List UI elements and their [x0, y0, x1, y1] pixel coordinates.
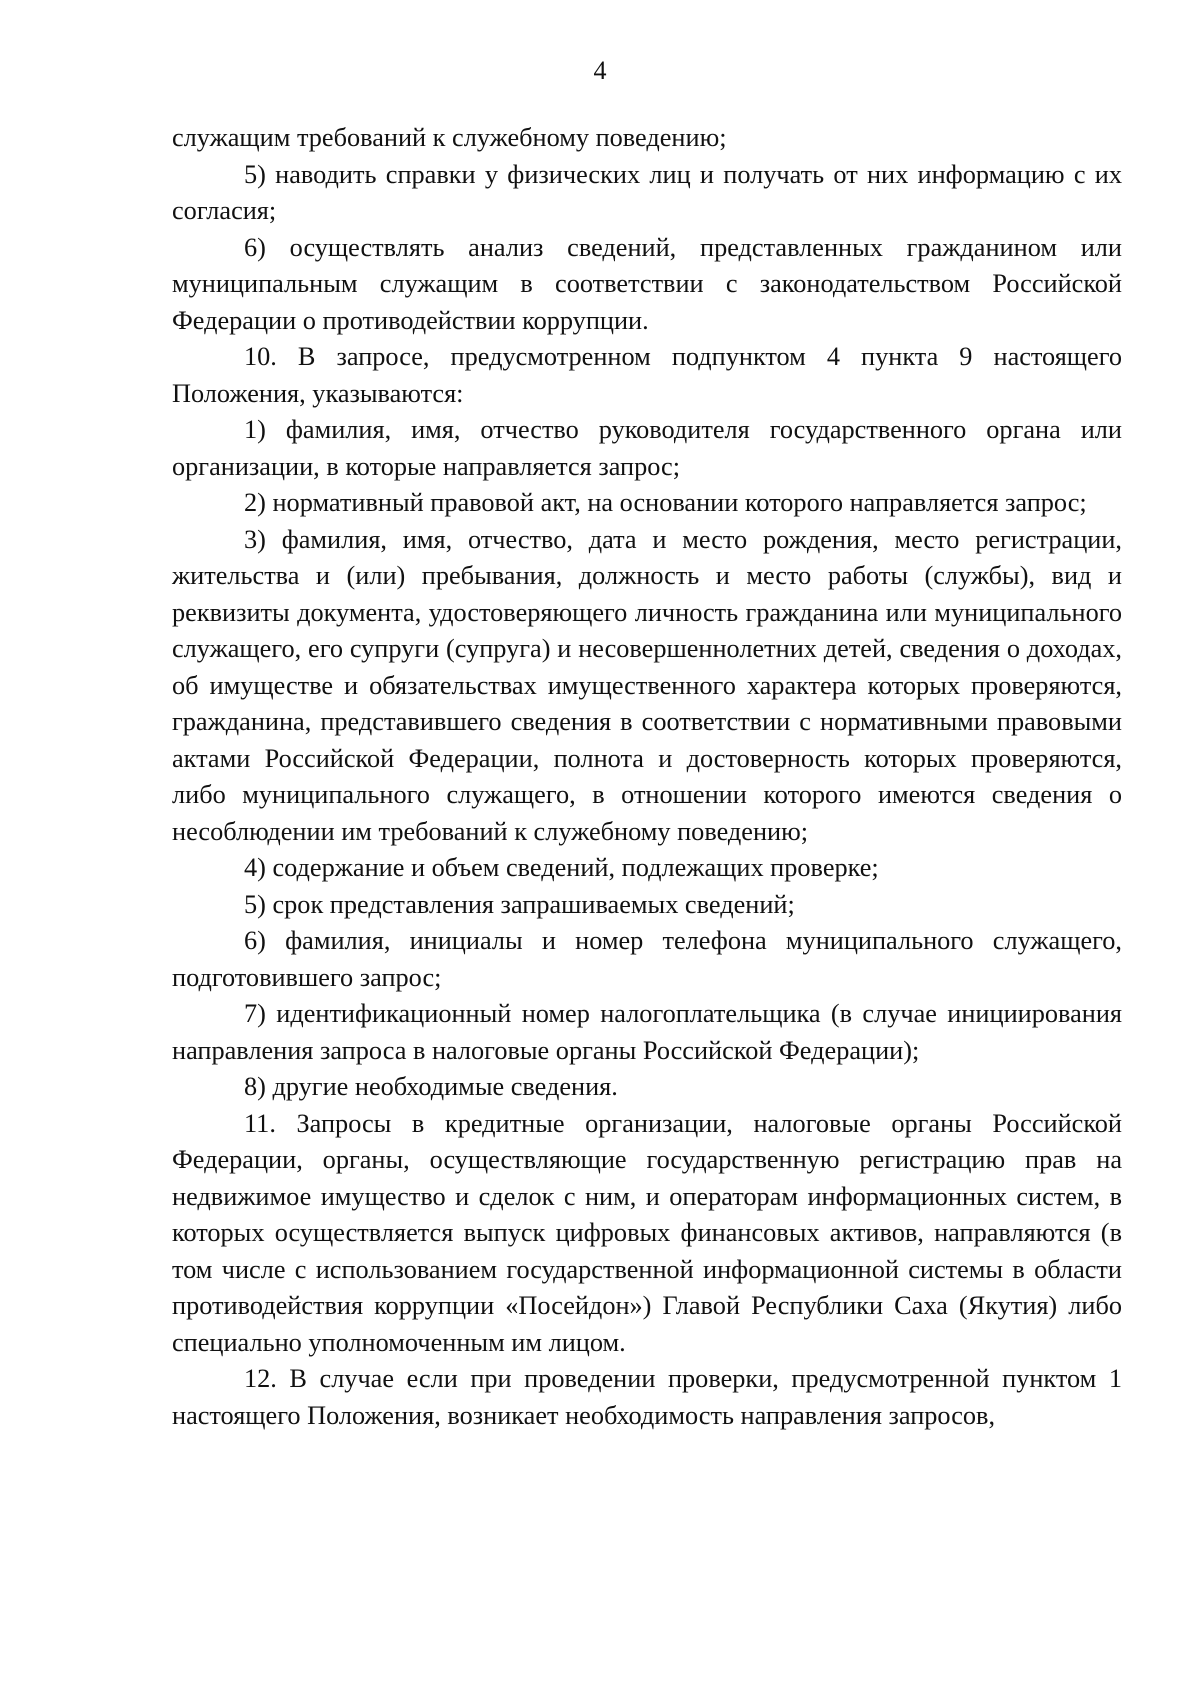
paragraph-clause-10-item-3: 3) фамилия, имя, отчество, дата и место рождения, место регистрации, жительства и (или) пребывания, должность и место работы (службы), вид и реквизиты документа, удостоверяющего личность гражданина или муниципального служащего, его супруги (супруга) и несовершеннолетних детей, сведения о доходах, об имуществе и обязательствах имущественного характера которых проверяются, гражданина, представившего сведения в соответствии с нормативными правовыми актами Российской Федерации, полнота и достоверность которых проверяются, либо муниципального служащего, в отношении которого имеются сведения о несоблюдении им требований к служебному поведению;: [172, 524, 1122, 846]
page-number: 4: [593, 56, 607, 85]
paragraph-clause-10-item-6: 6) фамилия, инициалы и номер телефона муниципального служащего, подготовившего запрос;: [172, 926, 1122, 992]
paragraph-clause-10-item-2: 2) нормативный правовой акт, на основании которого направляется запрос;: [244, 488, 1087, 517]
paragraph-clause-10: 10. В запросе, предусмотренном подпунктом 4 пункта 9 настоящего Положения, указываются:: [172, 342, 1122, 408]
paragraph-subitem-6: 6) осуществлять анализ сведений, представленных гражданином или муниципальным служащим в соответствии с законодательством Российской Федерации о противодействии коррупции.: [172, 232, 1122, 335]
paragraph-clause-11: 11. Запросы в кредитные организации, налоговые органы Российской Федерации, органы, осуществляющие государственную регистрацию прав на недвижимое имущество и сделок с ним, и операторам информационных систем, в которых осуществляется выпуск цифровых финансовых активов, направляются (в том числе с использованием государственной информационной системы в области противодействия коррупции «Посейдон») Главой Республики Саха (Якутия) либо специально уполномоченным им лицом.: [172, 1108, 1122, 1357]
paragraph-subitem-5: 5) наводить справки у физических лиц и получать от них информацию с их согласия;: [172, 159, 1122, 225]
paragraph-clause-12: 12. В случае если при проведении проверки, предусмотренной пунктом 1 настоящего Положения, возникает необходимость направления запросов,: [172, 1364, 1122, 1430]
paragraph-clause-10-item-1: 1) фамилия, имя, отчество руководителя государственного органа или организации, в которые направляется запрос;: [172, 415, 1122, 481]
paragraph-clause-10-item-5: 5) срок представления запрашиваемых сведений;: [244, 889, 795, 919]
paragraph-clause-10-item-4: 4) содержание и объем сведений, подлежащих проверке;: [244, 853, 879, 882]
document-body: [172, 120, 1122, 1434]
paragraph-continuation: служащим требований к служебному поведению;: [172, 123, 727, 152]
paragraph-clause-10-item-8: 8) другие необходимые сведения.: [244, 1072, 618, 1101]
paragraph-clause-10-item-7: 7) идентификационный номер налогоплательщика (в случае инициирования направления запроса в налоговые органы Российской Федерации);: [172, 999, 1122, 1065]
